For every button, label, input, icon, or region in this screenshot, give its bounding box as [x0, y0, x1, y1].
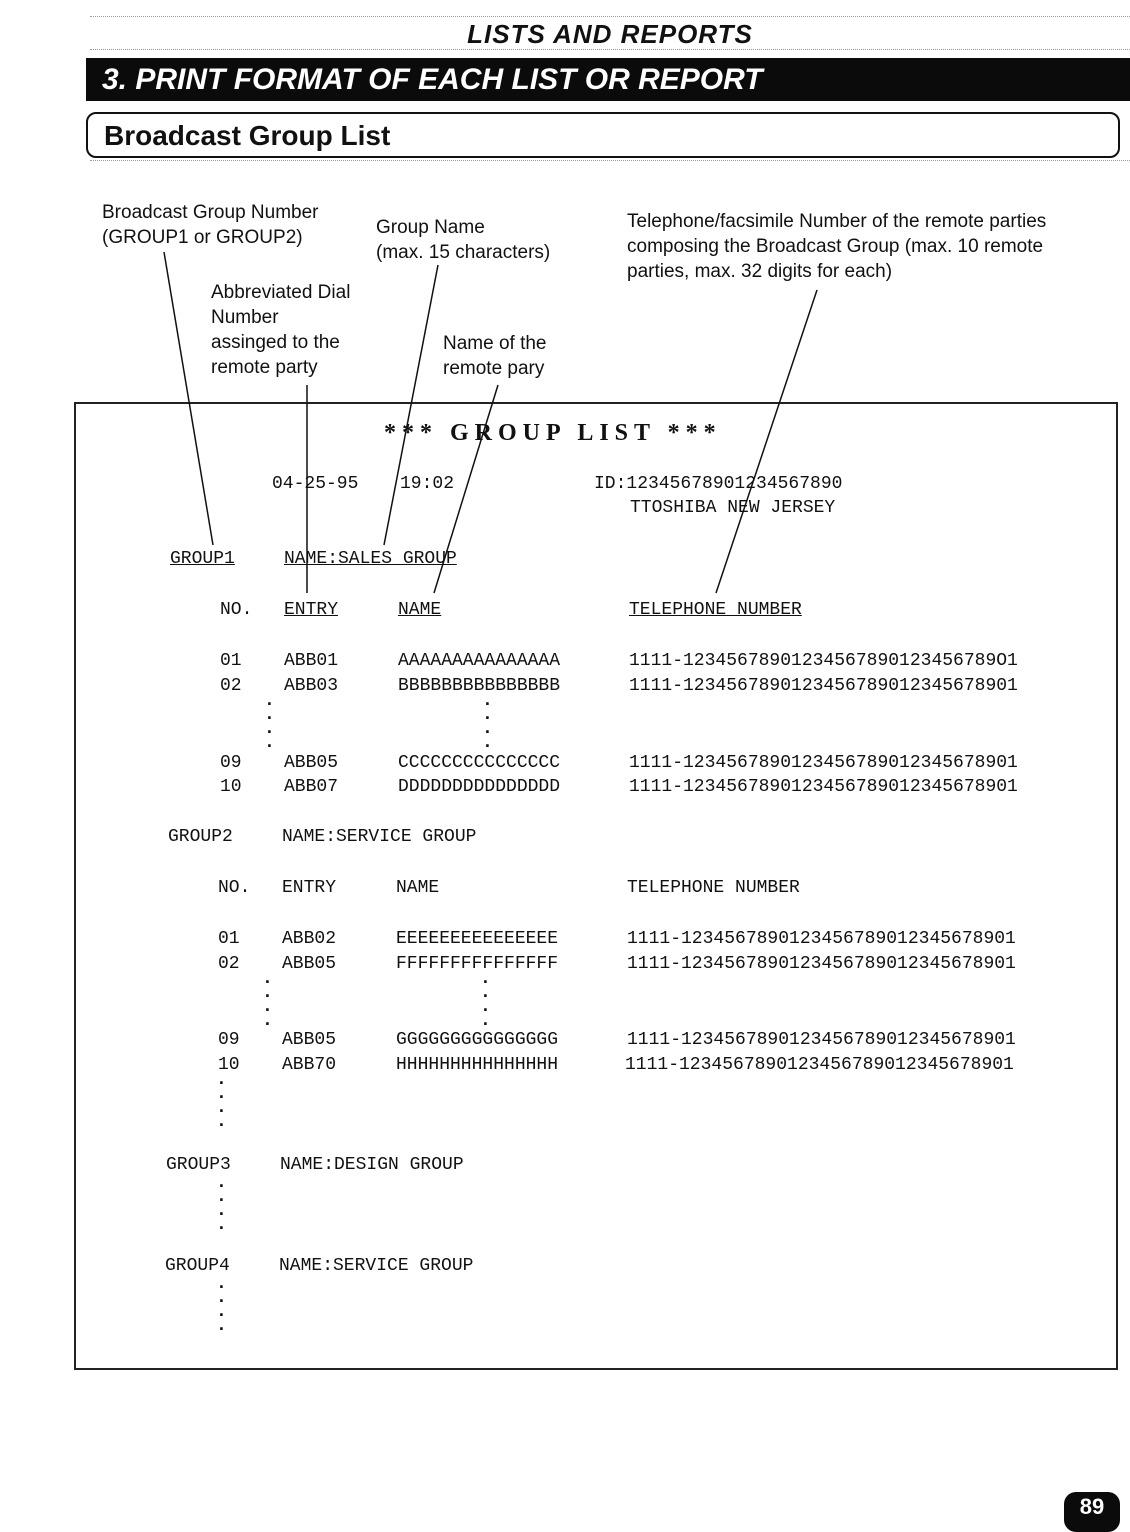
row-entry: ABB70 [282, 1055, 337, 1075]
row-entry: ABB02 [282, 929, 337, 949]
row-no: 10 [218, 1055, 240, 1075]
group-name-text: NAME:SALES GROUP [284, 549, 457, 569]
column-telephone: TELEPHONE NUMBER [629, 600, 802, 620]
section-title: 3. PRINT FORMAT OF EACH LIST OR REPORT [86, 58, 1130, 101]
row-name: GGGGGGGGGGGGGGG [396, 1030, 559, 1050]
report-time: 19:02 [400, 474, 455, 494]
ellipsis-dots: . . . . [262, 969, 273, 1031]
row-name: DDDDDDDDDDDDDDD [398, 777, 561, 797]
report-id: ID:12345678901234567890 [594, 474, 843, 494]
subsection-title: Broadcast Group List [104, 120, 391, 151]
row-entry: ABB07 [284, 777, 339, 797]
report-date: 04-25-95 [272, 474, 359, 494]
ellipsis-dots: . . . . [216, 1274, 227, 1336]
leader-telephone [716, 290, 817, 593]
row-no: 02 [220, 676, 242, 696]
column-entry: ENTRY [284, 600, 339, 620]
leader-group-number [164, 252, 213, 545]
callout-line: (max. 15 characters) [376, 242, 551, 263]
ellipsis-dots: . . . . [216, 1173, 227, 1235]
group-label: GROUP4 [165, 1256, 230, 1276]
row-telephone: 1111-1234567890123456789012345678901 [629, 777, 1018, 797]
ellipsis-dots: . . . . [264, 691, 275, 753]
row-entry: ABB03 [284, 676, 339, 696]
callout-line: parties, max. 32 digits for each) [627, 261, 893, 282]
group-name: NAME:DESIGN GROUP [280, 1155, 464, 1175]
callout-line: remote pary [443, 358, 545, 379]
callout-line: Name of the [443, 333, 547, 354]
callout-line: Broadcast Group Number [102, 202, 319, 223]
leader-remote-name [434, 385, 498, 593]
column-telephone: TELEPHONE NUMBER [627, 878, 800, 898]
callout-line: Abbreviated Dial [211, 282, 351, 303]
row-entry: ABB01 [284, 651, 339, 671]
report-sender: TTOSHIBA NEW JERSEY [630, 498, 836, 518]
column-no: NO. [220, 600, 253, 620]
page-number: 89 [1064, 1492, 1120, 1532]
row-no: 01 [220, 651, 242, 671]
row-entry: ABB05 [282, 954, 337, 974]
callout-line: Telephone/facsimile Number of the remote parties [627, 211, 1047, 232]
leader-group-name [384, 265, 438, 545]
row-name: FFFFFFFFFFFFFFF [396, 954, 559, 974]
row-no: 01 [218, 929, 240, 949]
report-title: *** GROUP LIST *** [384, 420, 722, 446]
group-name: NAME:SERVICE GROUP [279, 1256, 474, 1276]
row-name: CCCCCCCCCCCCCCC [398, 753, 561, 773]
group-name: NAME:SERVICE GROUP [282, 827, 477, 847]
row-name: BBBBBBBBBBBBBBB [398, 676, 561, 696]
row-name: HHHHHHHHHHHHHHH [396, 1055, 559, 1075]
ellipsis-dots: . . . . [482, 691, 493, 753]
row-no: 02 [218, 954, 240, 974]
row-telephone: 1111-1234567890123456789012345678901 [625, 1055, 1014, 1075]
callout-line: composing the Broadcast Group (max. 10 remote [627, 236, 1044, 257]
row-no: 09 [220, 753, 242, 773]
row-entry: ABB05 [282, 1030, 337, 1050]
row-telephone: 1111-12345678901234567890123456789O1 [629, 651, 1018, 671]
column-name: NAME [396, 878, 440, 898]
group-label: GROUP3 [166, 1155, 231, 1175]
group-label: GROUP2 [168, 827, 233, 847]
column-no: NO. [218, 878, 251, 898]
callout-line: remote party [211, 357, 318, 378]
callout-line: (GROUP1 or GROUP2) [102, 227, 303, 248]
row-telephone: 1111-1234567890123456789012345678901 [627, 954, 1016, 974]
row-telephone: 1111-1234567890123456789012345678901 [629, 753, 1018, 773]
group-label: GROUP1 [170, 549, 235, 569]
column-entry: ENTRY [282, 878, 337, 898]
running-header-title: LISTS AND REPORTS [467, 19, 753, 49]
ellipsis-dots: . . . . [480, 969, 491, 1031]
callout-line: Group Name [376, 217, 485, 238]
column-name: NAME [398, 600, 442, 620]
row-telephone: 1111-1234567890123456789012345678901 [627, 1030, 1016, 1050]
row-name: EEEEEEEEEEEEEEE [396, 929, 559, 949]
row-no: 09 [218, 1030, 240, 1050]
callout-line: assinged to the [211, 332, 340, 353]
row-entry: ABB05 [284, 753, 339, 773]
callout-line: Number [211, 307, 279, 328]
ellipsis-dots: . . . . [216, 1070, 227, 1132]
row-telephone: 1111-1234567890123456789012345678901 [627, 929, 1016, 949]
row-telephone: 1111-1234567890123456789012345678901 [629, 676, 1018, 696]
row-name: AAAAAAAAAAAAAAA [398, 651, 561, 671]
row-no: 10 [220, 777, 242, 797]
